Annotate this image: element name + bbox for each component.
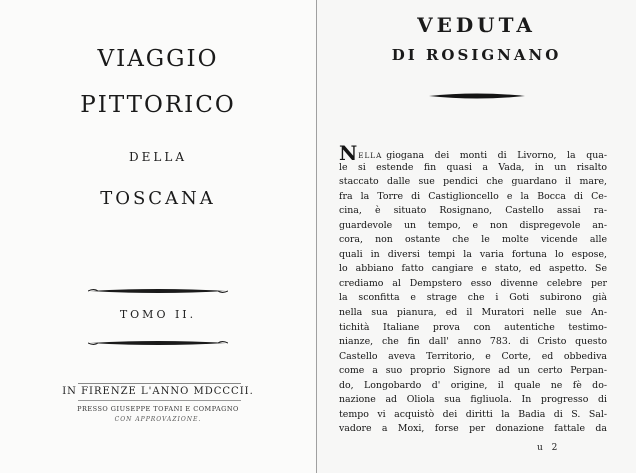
- body-line: fra la Torre di Castiglioncello e la Bocca di Ce-: [339, 190, 607, 202]
- body-line: le si estende fin quasi a Vada, in un risalto: [339, 161, 607, 173]
- body-line: la sconfitta e strage che i Goti subirono già: [339, 292, 607, 304]
- imprint-printer: PRESSO GIUSEPPE TOFANI E COMPAGNO: [77, 405, 239, 413]
- left-page: [0, 0, 317, 473]
- body-line-first: [339, 141, 607, 165]
- body-line: nella sua pianura, ed il Muratori nelle sue An-: [339, 307, 607, 319]
- chapter-title-line-2: DI ROSIGNANO: [391, 46, 562, 64]
- body-line: lo abbiano fatto cangiare e stato, ed aspetto. Se: [339, 263, 607, 275]
- lead-word: ELLA: [358, 151, 383, 160]
- book-title-line-1: VIAGGIO: [97, 46, 219, 72]
- imprint-rule-bottom: [78, 400, 241, 401]
- body-line: staccato dalle sue pendici che guardano il mare,: [339, 176, 607, 188]
- ornamental-rule-top: [88, 286, 228, 296]
- book-title-line-4: TOSCANA: [100, 188, 216, 209]
- body-line: guardevole un tempo, e non dispregevole an-: [339, 219, 607, 231]
- body-line: vadore a Moxi, forse per donazione fattale da: [339, 423, 607, 435]
- body-line: quali in diversi tempi la varia fortuna lo espose,: [339, 248, 607, 260]
- body-line: crediamo al Dempstero esso divenne celebre per: [339, 277, 607, 289]
- drop-cap: N: [339, 141, 358, 165]
- chapter-rule: [428, 91, 526, 101]
- book-title-line-2: PITTORICO: [80, 92, 236, 118]
- imprint-rule-top: [78, 383, 241, 384]
- body-line: nazione ad Oliola sua figliuola. In progresso di: [339, 394, 607, 406]
- imprint-approval: CON APPROVAZIONE.: [114, 416, 202, 423]
- signature-mark: u 2: [537, 443, 561, 453]
- body-line: tichità Italiane prova con autentiche testimo-: [339, 321, 607, 333]
- body-lines: [339, 161, 607, 437]
- body-line: do, Longobardo d' origine, il quale ne fè do-: [339, 379, 607, 391]
- first-line-text: giogana dei monti di Livorno, la qua-: [386, 150, 607, 161]
- body-line: cora, non ostante che le molte vicende alle: [339, 234, 607, 246]
- imprint-place-date: IN FIRENZE L'ANNO MDCCCII.: [62, 386, 254, 397]
- chapter-title-line-1: VEDUTA: [417, 13, 536, 37]
- body-line: Castello aveva Territorio, e Corte, ed obbediva: [339, 350, 607, 362]
- body-line: nianze, che fin dall' anno 783. di Cristo questo: [339, 336, 607, 348]
- book-title-line-3: DELLA: [129, 150, 187, 164]
- ornamental-rule-bottom: [88, 338, 228, 348]
- volume-label: TOMO II.: [119, 308, 197, 321]
- body-line: come a suo proprio Signore ad un certo Perpan-: [339, 365, 607, 377]
- right-page: [317, 0, 636, 473]
- body-line: cina, è situato Rosignano, Castello assai ra-: [339, 205, 607, 217]
- body-line: tempo vi acquistò dei diritti la Badia di S. Sal-: [339, 408, 607, 420]
- body-text: [339, 141, 607, 437]
